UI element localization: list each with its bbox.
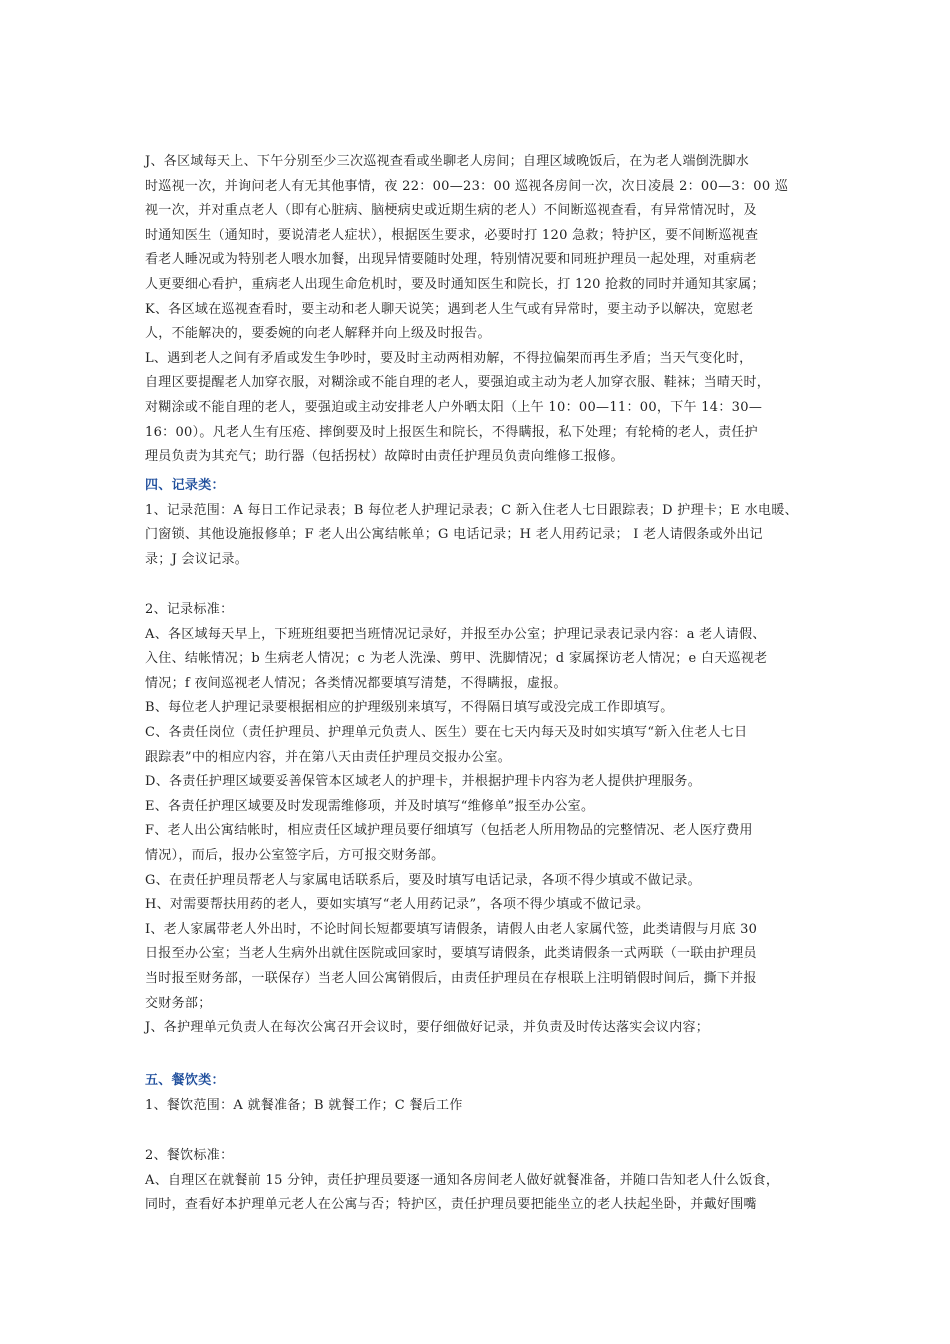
text-line: K、各区域在巡视查看时，要主动和老人聊天说笑；遇到老人生气或有异常时，要主动予以解决，宽慰老 <box>145 301 754 317</box>
section-records-standard <box>145 598 825 1041</box>
text-line: 时通知医生（通知时，要说清老人症状），根据医生要求，必要时打 120 急救；特护区，要不间断巡视查 <box>145 227 759 243</box>
text-line: 看老人睡况或为特别老人喂水加餐，出现异情要随时处理，特别情况要和同班护理员一起处理，对重病老 <box>145 252 757 268</box>
text-line: J、各区域每天上、下午分别至少三次巡视查看或坐聊老人房间；自理区域晚饭后，在为老人端倒洗脚水 <box>145 154 750 169</box>
subsection-title: 2、餐饮标准： <box>145 1148 234 1163</box>
text-line: D、各责任护理区域要妥善保管本区域老人的护理卡，并根据护理卡内容为老人提供护理服务。 <box>145 774 702 790</box>
text-line: 1、餐饮范围：A 就餐准备；B 就餐工作；C 餐后工作 <box>145 1097 463 1113</box>
text-line: C、各责任岗位（责任护理员、护理单元负责人、医生）要在七天内每天及时如实填写“新入住老人七日 <box>145 724 748 740</box>
text-line: 16：00）。凡老人生有压疮、摔倒要及时上报医生和院长，不得瞒报，私下处理；有轮椅的老人，责任护 <box>145 424 758 440</box>
text-line: 录；J 会议记录。 <box>145 551 249 567</box>
text-line: 情况），而后，报办公室签字后，方可报交财务部。 <box>145 847 445 863</box>
subsection-title: 2、记录标准： <box>145 602 234 617</box>
text-line: 交财务部； <box>145 995 212 1011</box>
section-j-l-paragraphs <box>145 150 825 470</box>
text-line: 视一次，并对重点老人（即有心脏病、脑梗病史或近期生病的老人）不间断巡视查看，有异常情况时，及 <box>145 203 757 219</box>
text-line: 跟踪表”中的相应内容，并在第八天由责任护理员交报办公室。 <box>145 749 512 765</box>
text-line: I、老人家属带老人外出时，不论时间长短都要填写请假条，请假人由老人家属代签，此类请假与月底 30 <box>145 921 758 937</box>
section-meals <box>145 1069 825 1118</box>
section-heading-records: 四、记录类： <box>145 478 225 493</box>
text-line: 同时，查看好本护理单元老人在公寓与否；特护区，责任护理员要把能坐立的老人扶起坐卧，并戴好围嘴 <box>145 1197 757 1213</box>
text-line: 1、记录范围：A 每日工作记录表；B 每位老人护理记录表；C 新入住老人七日跟踪表；D 护理卡；E 水电暖、 <box>145 502 798 518</box>
text-line: G、在责任护理员帮老人与家属电话联系后，要及时填写电话记录，各项不得少填或不做记录。 <box>145 872 701 888</box>
text-line: 入住、结帐情况；b 生病老人情况；c 为老人洗澡、剪甲、洗脚情况；d 家属探访老人情况；e 白天巡视老 <box>145 651 768 667</box>
section-heading-meals: 五、餐饮类： <box>145 1073 225 1088</box>
text-line: 对糊涂或不能自理的老人，要强迫或主动安排老人户外晒太阳（上午 10：00—11：00，下午 14：30— <box>145 399 763 415</box>
text-line: A、各区域每天早上，下班班组要把当班情况记录好，并报至办公室；护理记录表记录内容：a 老人请假、 <box>145 626 766 642</box>
text-line: F、老人出公寓结帐时，相应责任区域护理员要仔细填写（包括老人所用物品的完整情况、老人医疗费用 <box>145 823 753 839</box>
text-line: H、对需要帮扶用药的老人，要如实填写“老人用药记录”，各项不得少填或不做记录。 <box>145 897 650 913</box>
text-line: A、自理区在就餐前 15 分钟，责任护理员要逐一通知各房间老人做好就餐准备，并随口告知老人什么饭食， <box>145 1172 780 1188</box>
text-line: 人，不能解决的，要委婉的向老人解释并向上级及时报告。 <box>145 326 491 342</box>
section-records <box>145 474 825 572</box>
text-line: L、遇到老人之间有矛盾或发生争吵时，要及时主动两相劝解，不得拉偏架而再生矛盾；当天气变化时， <box>145 350 753 366</box>
text-line: E、各责任护理区域要及时发现需维修项，并及时填写“维修单”报至办公室。 <box>145 798 595 814</box>
text-line: 门窗锁、其他设施报修单；F 老人出公寓结帐单；G 电话记录；H 老人用药记录； I 老人请假条或外出记 <box>145 527 763 543</box>
text-line: 人更要细心看护，重病老人出现生命危机时，要及时通知医生和院长，打 120 抢救的同时并通知其家属； <box>145 276 765 292</box>
text-line: 自理区要提醒老人加穿衣服，对糊涂或不能自理的老人，要强迫或主动为老人加穿衣服、鞋袜；当晴天时， <box>145 375 771 391</box>
section-meals-standard <box>145 1144 825 1218</box>
text-line: 日报至办公室；当老人生病外出就住医院或回家时，要填写请假条，此类请假条一式两联（一联由护理员 <box>145 946 757 962</box>
text-line: J、各护理单元负责人在每次公寓召开会议时，要仔细做好记录，并负责及时传达落实会议内容； <box>145 1020 710 1036</box>
text-line: 理员负责为其充气；助行器（包括拐杖）故障时由责任护理员负责向维修工报修。 <box>145 449 624 465</box>
text-line: 情况；f 夜间巡视老人情况；各类情况都要填写清楚，不得瞒报，虚报。 <box>145 675 567 691</box>
text-line: B、每位老人护理记录要根据相应的护理级别来填写，不得隔日填写或没完成工作即填写。 <box>145 700 674 716</box>
text-line: 时巡视一次，并询问老人有无其他事情，夜 22：00—23：00 巡视各房间一次，次日凌晨 2：00—3：00 巡 <box>145 178 789 194</box>
text-line: 当时报至财务部，一联保存）当老人回公寓销假后，由责任护理员在存根联上注明销假时间后，撕下并报 <box>145 970 757 986</box>
